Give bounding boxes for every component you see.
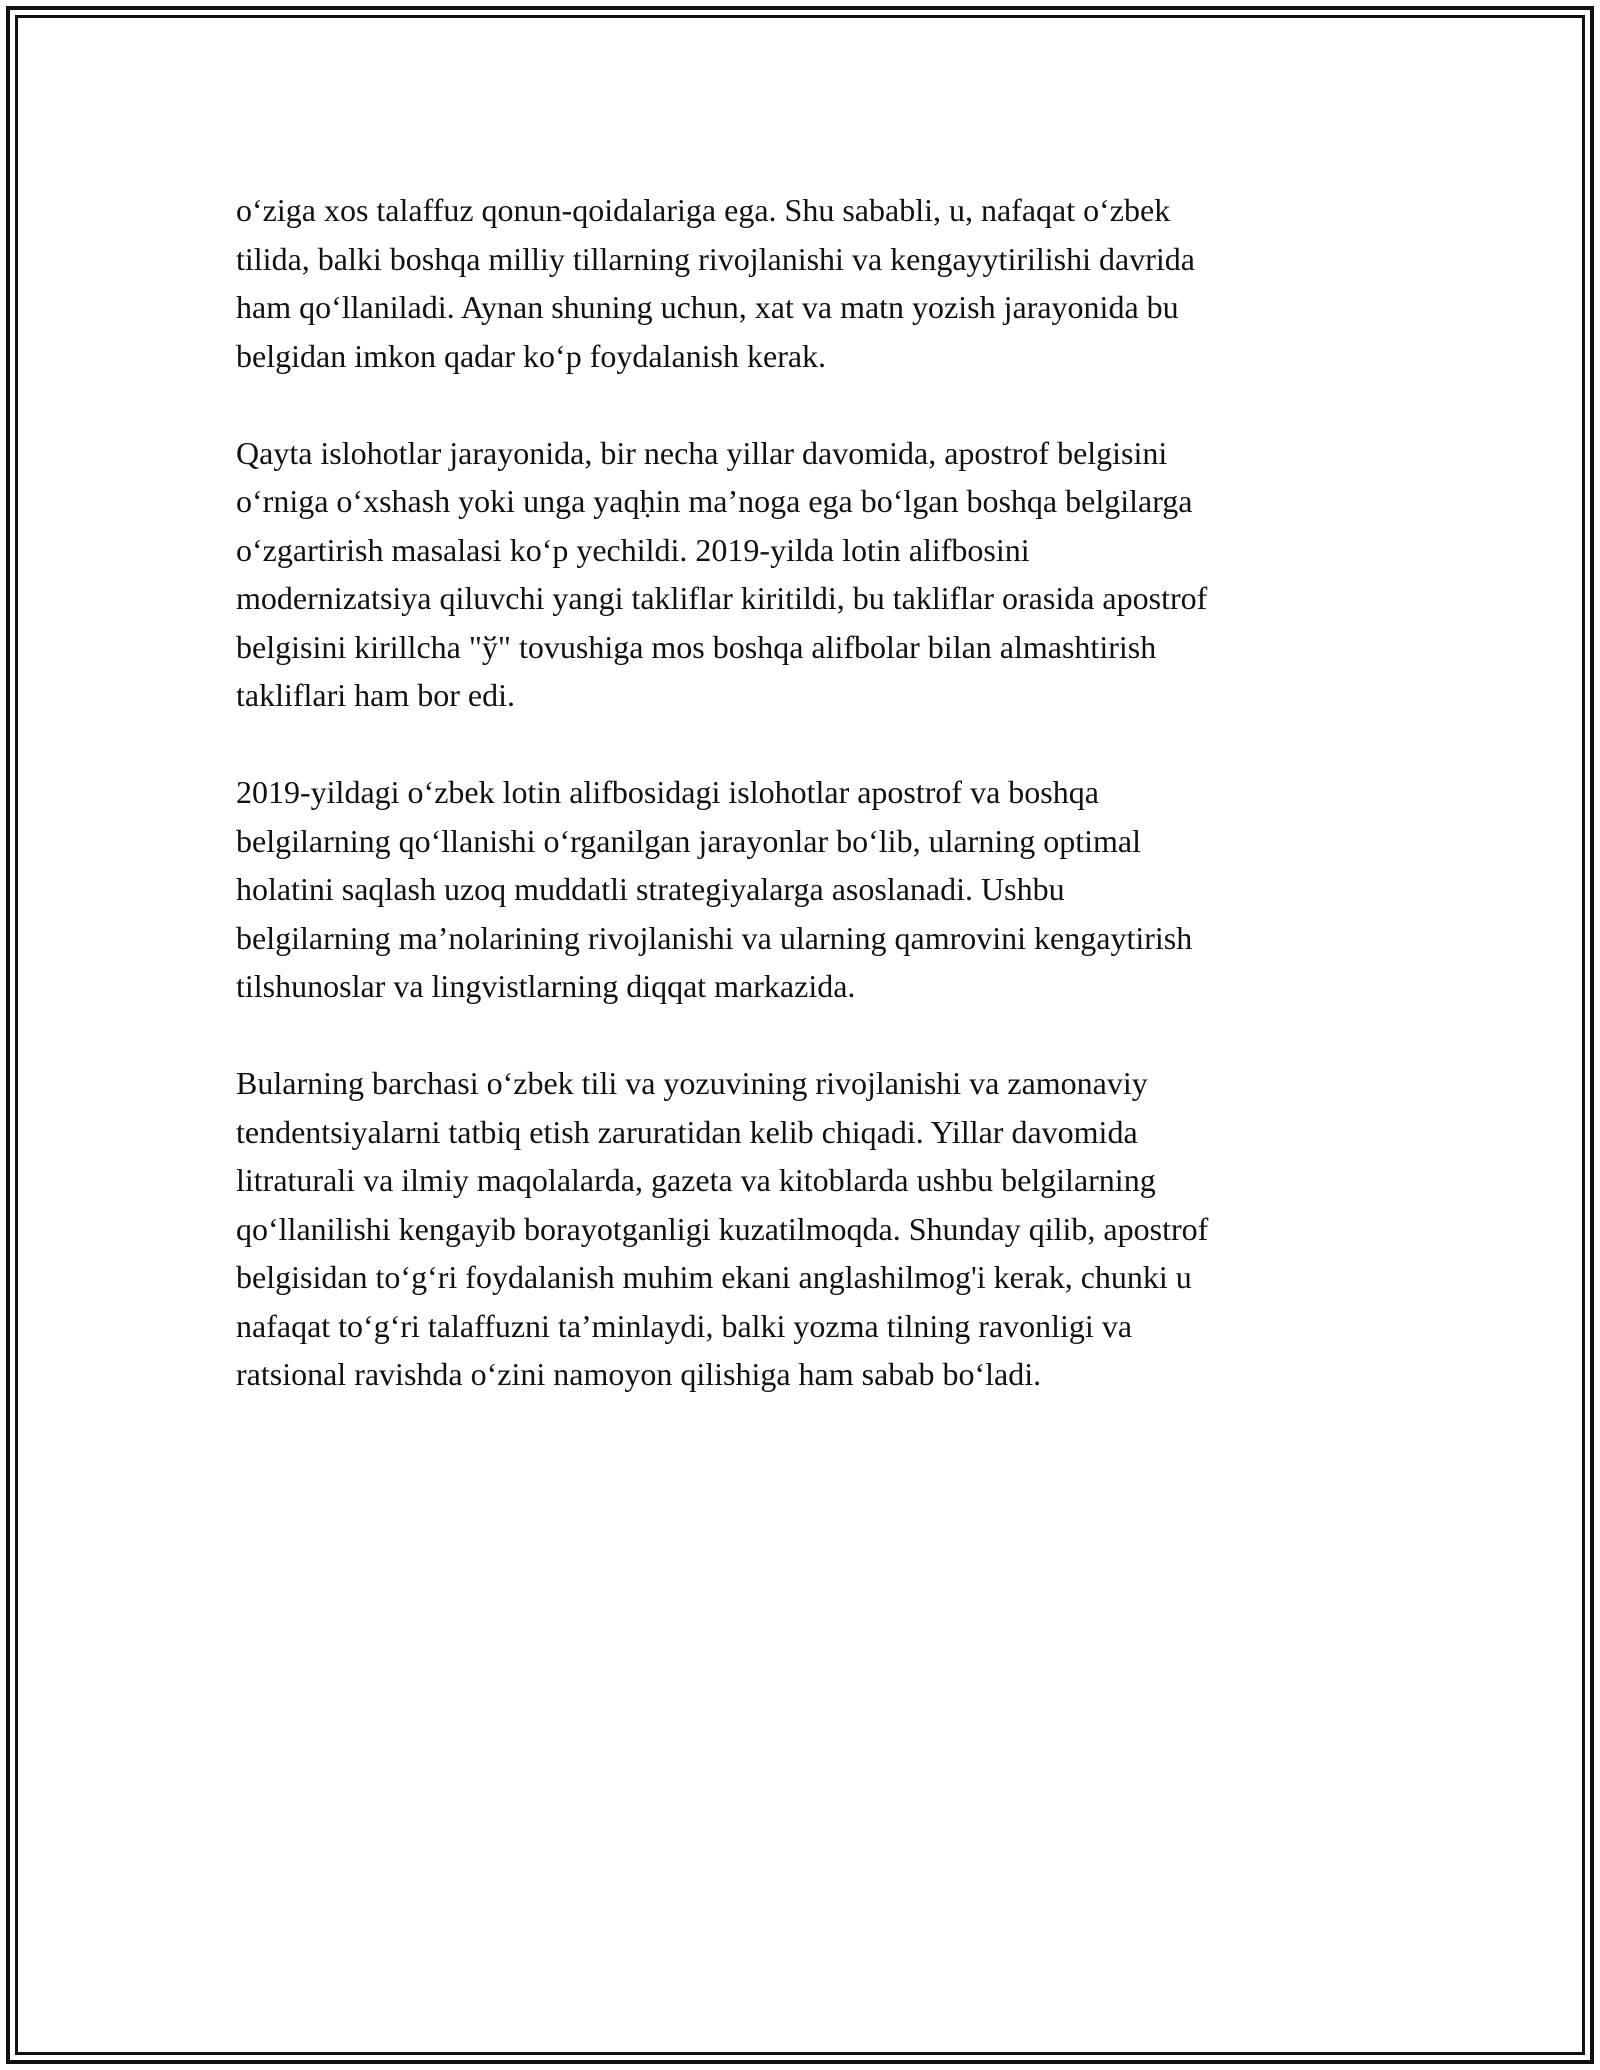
paragraph-4: Bularning barchasi o‘zbek tili va yozuvining rivojlanishi va zamonaviy tendentsiyalarni tatbiq etish zaruratidan kelib chiqadi. Yillar davomida litraturali va ilmiy maqolalarda, gazeta va kitoblarda ushbu belgilarning qo‘llanilishi kengayib borayotganligi kuzatilmoqda. Shunday qilib, apostrof belgisidan to‘g‘ri foydalanish muhim ekani anglashilmog'i kerak, chunki u nafaqat to‘g‘ri talaffuzni ta’minlaydi, balki yozma tilning ravonligi va ratsional ravishda o‘zini namoyon qilishiga ham sabab bo‘ladi.	[236, 1065, 1209, 1392]
paragraph-1: o‘ziga xos talaffuz qonun-qoidalariga ega. Shu sababli, u, nafaqat o‘zbek tilida, balki boshqa milliy tillarning rivojlanishi va kengayytirilishi davrida ham qo‘llaniladi. Aynan shuning uchun, xat va matn yozish jarayonida bu belgidan imkon qadar ko‘p foydalanish kerak.	[236, 192, 1195, 374]
paragraph-3: 2019-yildagi o‘zbek lotin alifbosidagi islohotlar apostrof va boshqa belgilarning qo‘llanishi o‘rganilgan jarayonlar bo‘lib, ularning optimal holatini saqlash uzoq muddatli strategiyalarga asoslanadi. Ushbu belgilarning ma’nolarining rivojlanishi va ularning qamrovini kengaytirish tilshunoslar va lingvistlarning diqqat markazida.	[236, 774, 1193, 1004]
paragraph-2: Qayta islohotlar jarayonida, bir necha yillar davomida, apostrof belgisini o‘rniga o‘xshash yoki unga yaqḥin ma’noga ega bo‘lgan boshqa belgilarga o‘zgartirish masalasi ko‘p yechildi. 2019-yilda lotin alifbosini modernizatsiya qiluvchi yangi takliflar kiritildi, bu takliflar orasida apostrof belgisini kirillcha "ў" tovushiga mos boshqa alifbolar bilan almashtirish takliflari ham bor edi.	[236, 434, 1208, 713]
document-body	[236, 186, 1366, 1447]
